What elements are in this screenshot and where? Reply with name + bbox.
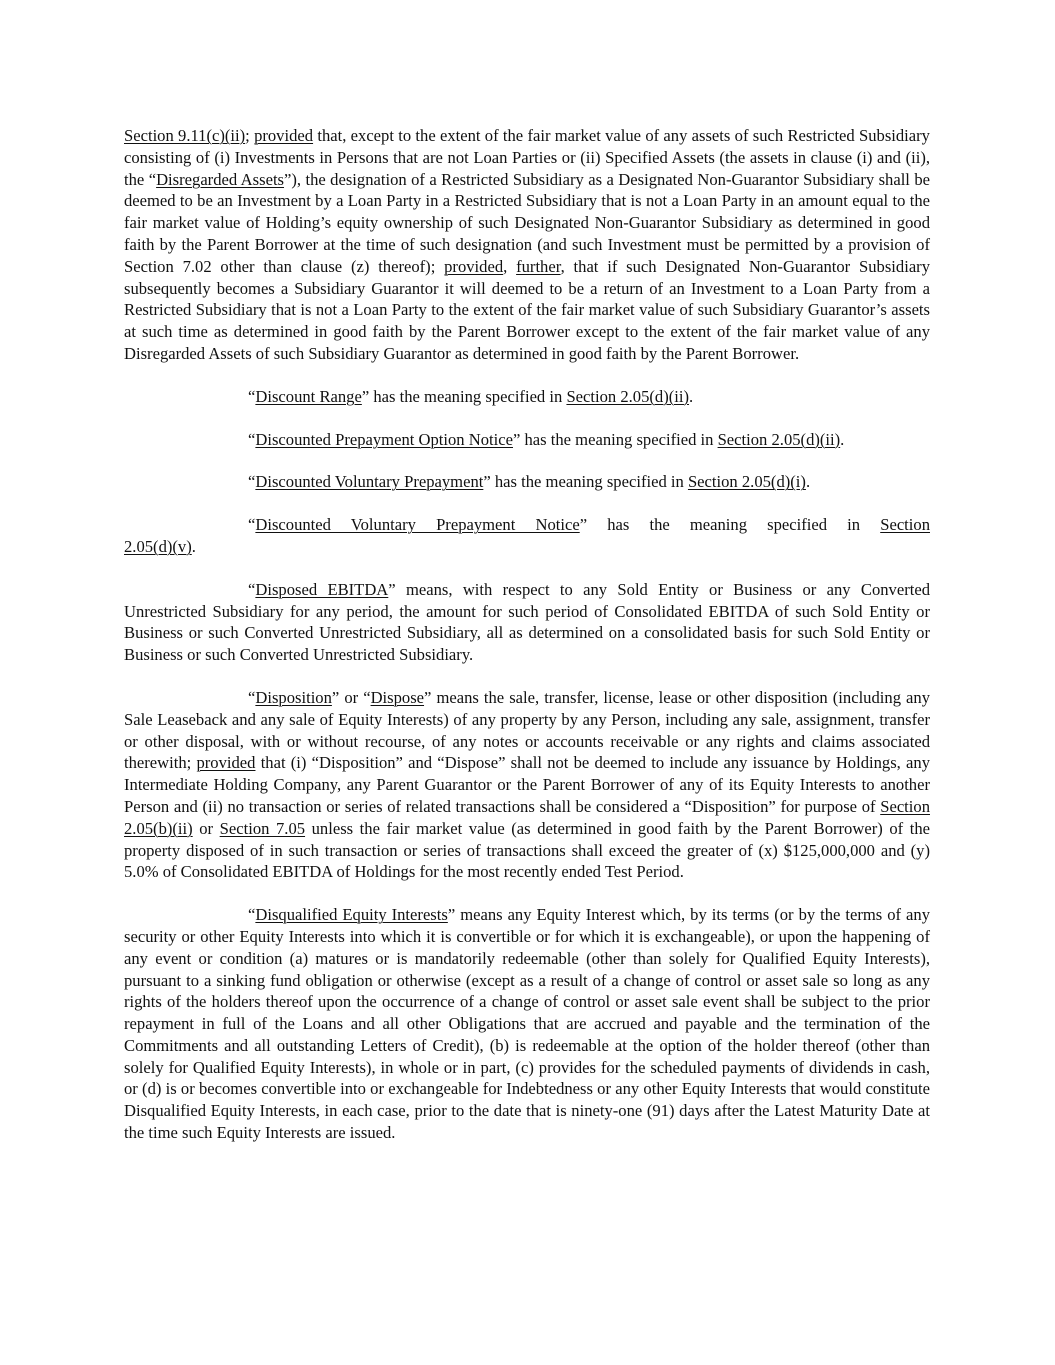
- defined-term: Disposed EBITDA: [255, 579, 389, 599]
- section-reference: Section 2.05(d)(i): [687, 472, 806, 492]
- document-page: [124, 125, 930, 1144]
- provided-term: provided: [444, 256, 504, 276]
- definition-discount-range: “Discount Range” has the meaning specified in Section 2.05(d)(ii).: [248, 386, 694, 406]
- section-reference: Section 7.05: [219, 818, 306, 838]
- section-reference: Section 2.05(d)(ii): [717, 429, 841, 449]
- defined-term: Disregarded Assets: [156, 169, 285, 189]
- definition-disposition: “Disposition” or “Dispose” means the sale, transfer, license, lease or other disposition (including any Sale Leaseback and any sale of Equity Interests) of any property by any Person, including any sale, assignment, transfer or other disposal, with or without recourse, of any notes or accounts receivable or any rights and claims associated therewith; provided that (i) “Disposition” and “Dispose” shall not be deemed to include any issuance by Holdings, any Intermediate Holding Company, any Parent Guarantor or the Parent Borrower of any of its Equity Interests to another Person and (ii) no transaction or series of related transactions shall be considered a “Disposition” for purpose of Section 2.05(b)(ii) or Section 7.05 unless the fair market value (as determined in good faith by the Parent Borrower) of the property disposed of in such transaction or series of transactions shall exceed the greater of (x) $125,000,000 and (y) 5.0% of Consolidated EBITDA of Holdings for the most recently ended Test Period.: [124, 687, 930, 882]
- section-reference: Section 2.05(d)(ii): [566, 386, 690, 406]
- definition-disqualified-equity-interests: “Disqualified Equity Interests” means any Equity Interest which, by its terms (or by the terms of any security or other Equity Interests into which it is convertible or for which it is exchangeable), or upon the happening of any event or condition (a) matures or is mandatorily redeemable (other than solely for Qualified Equity Interests), pursuant to a sinking fund obligation or otherwise (except as a result of a change of control or asset sale so long as any rights of the holders thereof upon the occurrence of a change of control or asset sale event shall be subject to the prior repayment in full of the Loans and all other Obligations that are accrued and payable and the termination of the Commitments and all outstanding Letters of Credit), (b) is redeemable at the option of the holder thereof (other than solely for Qualified Equity Interests), in whole or in part, (c) provides for the scheduled payments of dividends in cash, or (d) is or becomes convertible into or exchangeable for Indebtedness or any other Equity Interests that would constitute Disqualified Equity Interests, in each case, prior to the date that is ninety-one (91) days after the Latest Maturity Date at the time such Equity Interests are issued.: [124, 905, 931, 1143]
- section-reference: Section 2.05(b)(ii): [124, 796, 930, 838]
- defined-term: Discounted Prepayment Option Notice: [255, 429, 513, 449]
- provided-term: provided: [196, 753, 256, 773]
- defined-term: Disqualified Equity Interests: [255, 905, 448, 925]
- provided-term: provided: [254, 126, 314, 145]
- defined-term: Discounted Voluntary Prepayment: [255, 472, 484, 492]
- section-reference: 2.05(d)(v): [124, 536, 192, 556]
- defined-term: Dispose: [370, 687, 425, 707]
- further-term: further: [516, 256, 561, 276]
- definition-disposed-ebitda: “Disposed EBITDA” means, with respect to any Sold Entity or Business or any Converted Unrestricted Subsidiary for any period, the amount for such period of Consolidated EBITDA of such Sold Entity or Business or such Converted Unrestricted Subsidiary, all as determined on a consolidated basis for such Sold Entity or Business or such Converted Unrestricted Subsidiary.: [124, 579, 930, 665]
- definition-discounted-voluntary-prepayment: “Discounted Voluntary Prepayment” has the meaning specified in Section 2.05(d)(i).: [248, 472, 811, 492]
- definition-discounted-voluntary-prepayment-notice: “Discounted Voluntary Prepayment Notice” has the meaning specified in Section 2.05(d)(v).: [124, 515, 930, 556]
- disregarded-assets-paragraph: Section 9.11(c)(ii); provided that, except to the extent of the fair market value of any assets of such Restricted Subsidiary consisting of (i) Investments in Persons that are not Loan Parties or (ii) Specified Assets (the assets in clause (i) and (ii), the “Disregarded Assets”), the designation of a Restricted Subsidiary as a Designated Non-Guarantor Subsidiary shall be deemed to be an Investment by a Loan Party in a Restricted Subsidiary that is not a Loan Party in an amount equal to the fair market value of Holding’s equity ownership of such Designated Non-Guarantor Subsidiary as determined in good faith by the Parent Borrower at the time of such designation (and such Investment must be permitted by a provision of Section 7.02 other than clause (z) thereof); provided, further, that if such Designated Non-Guarantor Subsidiary subsequently becomes a Subsidiary Guarantor it will deemed to be a return of an Investment to a Loan Party from a Restricted Subsidiary that is not a Loan Party to the extent of the fair market value of such Subsidiary Guarantor’s assets at such time as determined in good faith by the Parent Borrower except to the extent of the fair market value of any Disregarded Assets of such Subsidiary Guarantor as determined in good faith by the Parent Borrower.: [124, 126, 931, 363]
- definition-discounted-prepayment-option-notice: “Discounted Prepayment Option Notice” has the meaning specified in Section 2.05(d)(ii).: [248, 429, 845, 449]
- section-reference: Section 9.11(c)(ii): [124, 126, 246, 145]
- section-reference: Section: [880, 515, 930, 535]
- defined-term: Discounted Voluntary Prepayment Notice: [255, 515, 580, 535]
- defined-term: Disposition: [255, 687, 332, 707]
- defined-term: Discount Range: [255, 386, 362, 406]
